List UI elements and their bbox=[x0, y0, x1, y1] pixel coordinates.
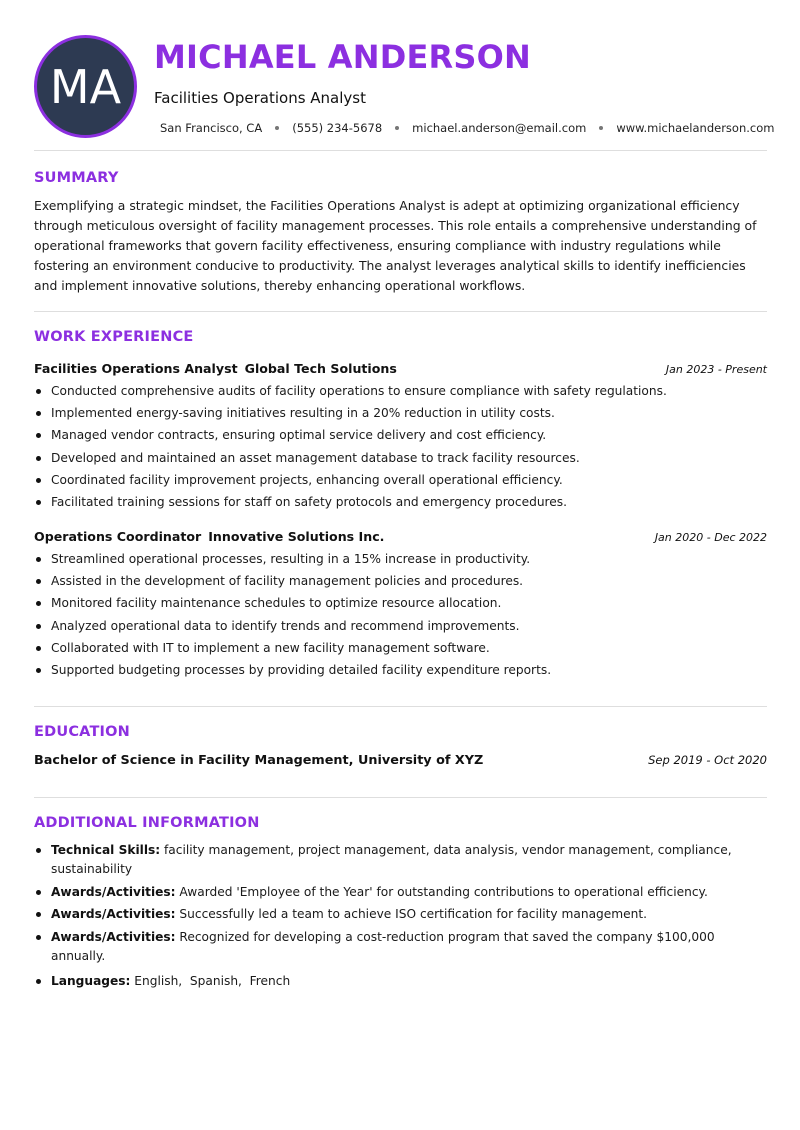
summary-text: Exemplifying a strategic mindset, the Facilities Operations Analyst is adept at optimizing organizational efficiency through meticulous oversight of facility management processes. This role entails a comprehensive understanding of operational frameworks that govern facility effectiveness, ensuring compliance with industry regulations while fostering an environment conducive to productivity. The analyst leverages analytical skills to identify inefficiencies and implement innovative solutions, thereby enhancing operational workflows. bbox=[34, 198, 757, 293]
job-date: Jan 2020 - Dec 2022 bbox=[654, 531, 767, 544]
additional-info-heading: ADDITIONAL INFORMATION bbox=[34, 815, 260, 831]
info-text: facility management, project management, data analysis, vendor management, compliance, sustainability bbox=[51, 843, 732, 876]
list-item: Assisted in the development of facility management policies and procedures. bbox=[34, 573, 767, 595]
list-item: Developed and maintained an asset management database to track facility resources. bbox=[34, 450, 767, 472]
avatar bbox=[34, 35, 137, 138]
info-label: Technical Skills: bbox=[51, 843, 161, 857]
section-divider bbox=[34, 797, 767, 798]
job-bullets bbox=[34, 551, 767, 684]
info-text: Awarded 'Employee of the Year' for outstanding contributions to operational efficiency. bbox=[179, 884, 708, 899]
education-degree: Bachelor of Science in Facility Management, University of XYZ bbox=[34, 753, 484, 768]
list-item: Supported budgeting processes by providing detailed facility expenditure reports. bbox=[34, 662, 767, 684]
candidate-title: Facilities Operations Analyst bbox=[154, 89, 366, 107]
list-item: Monitored facility maintenance schedules to optimize resource allocation. bbox=[34, 595, 767, 617]
contact-location: San Francisco, CA bbox=[160, 121, 263, 135]
job-title-block bbox=[34, 526, 384, 545]
info-text: Recognized for developing a cost-reduction program that saved the company $100,000 annually. bbox=[51, 929, 715, 963]
contact-phone: (555) 234-5678 bbox=[292, 121, 383, 135]
job-role: Operations Coordinator bbox=[34, 529, 202, 544]
contact-website[interactable]: www.michaelanderson.com bbox=[616, 121, 775, 135]
contact-bar bbox=[160, 121, 774, 135]
section-divider bbox=[34, 706, 767, 707]
list-item: Implemented energy-saving initiatives resulting in a 20% reduction in utility costs. bbox=[34, 405, 767, 427]
job-title-block bbox=[34, 358, 397, 377]
summary-heading: SUMMARY bbox=[34, 170, 119, 186]
education-entry bbox=[34, 753, 767, 768]
job-role: Facilities Operations Analyst bbox=[34, 361, 238, 376]
info-text: Successfully led a team to achieve ISO certification for facility management. bbox=[179, 907, 648, 921]
list-item: Managed vendor contracts, ensuring optimal service delivery and cost efficiency. bbox=[34, 427, 767, 449]
job-company: Global Tech Solutions bbox=[244, 361, 397, 376]
list-item bbox=[34, 972, 740, 991]
list-item bbox=[34, 928, 740, 966]
info-label: Languages: bbox=[51, 973, 131, 988]
section-divider bbox=[34, 150, 767, 151]
section-divider bbox=[34, 311, 767, 312]
info-label: Awards/Activities: bbox=[51, 929, 176, 944]
contact-email[interactable]: michael.anderson@email.com bbox=[412, 121, 587, 135]
list-item: Collaborated with IT to implement a new facility management software. bbox=[34, 640, 767, 662]
list-item: Coordinated facility improvement projects, enhancing overall operational efficiency. bbox=[34, 472, 767, 494]
work-experience-heading: WORK EXPERIENCE bbox=[34, 329, 194, 345]
education-date: Sep 2019 - Oct 2020 bbox=[648, 753, 767, 767]
job-date: Jan 2023 - Present bbox=[665, 363, 767, 376]
additional-info-list bbox=[34, 841, 740, 994]
list-item: Conducted comprehensive audits of facility operations to ensure compliance with safety regulations. bbox=[34, 383, 767, 405]
list-item bbox=[34, 883, 740, 902]
list-item bbox=[34, 905, 740, 924]
list-item: Analyzed operational data to identify trends and recommend improvements. bbox=[34, 618, 767, 640]
info-label: Awards/Activities: bbox=[51, 884, 176, 899]
job-header bbox=[34, 358, 767, 377]
job-company: Innovative Solutions Inc. bbox=[208, 529, 385, 544]
info-label: Awards/Activities: bbox=[51, 907, 176, 921]
avatar-initials: MA bbox=[49, 59, 122, 114]
separator-dot-icon bbox=[395, 126, 399, 130]
job-bullets bbox=[34, 383, 767, 516]
list-item bbox=[34, 841, 740, 879]
list-item: Streamlined operational processes, resulting in a 15% increase in productivity. bbox=[34, 551, 767, 573]
candidate-name: MICHAEL ANDERSON bbox=[154, 38, 532, 76]
separator-dot-icon bbox=[599, 126, 603, 130]
separator-dot-icon bbox=[275, 126, 279, 130]
info-text: English, Spanish, French bbox=[134, 973, 291, 988]
list-item: Facilitated training sessions for staff on safety protocols and emergency procedures. bbox=[34, 494, 767, 516]
job-header bbox=[34, 526, 767, 545]
education-heading: EDUCATION bbox=[34, 724, 131, 740]
